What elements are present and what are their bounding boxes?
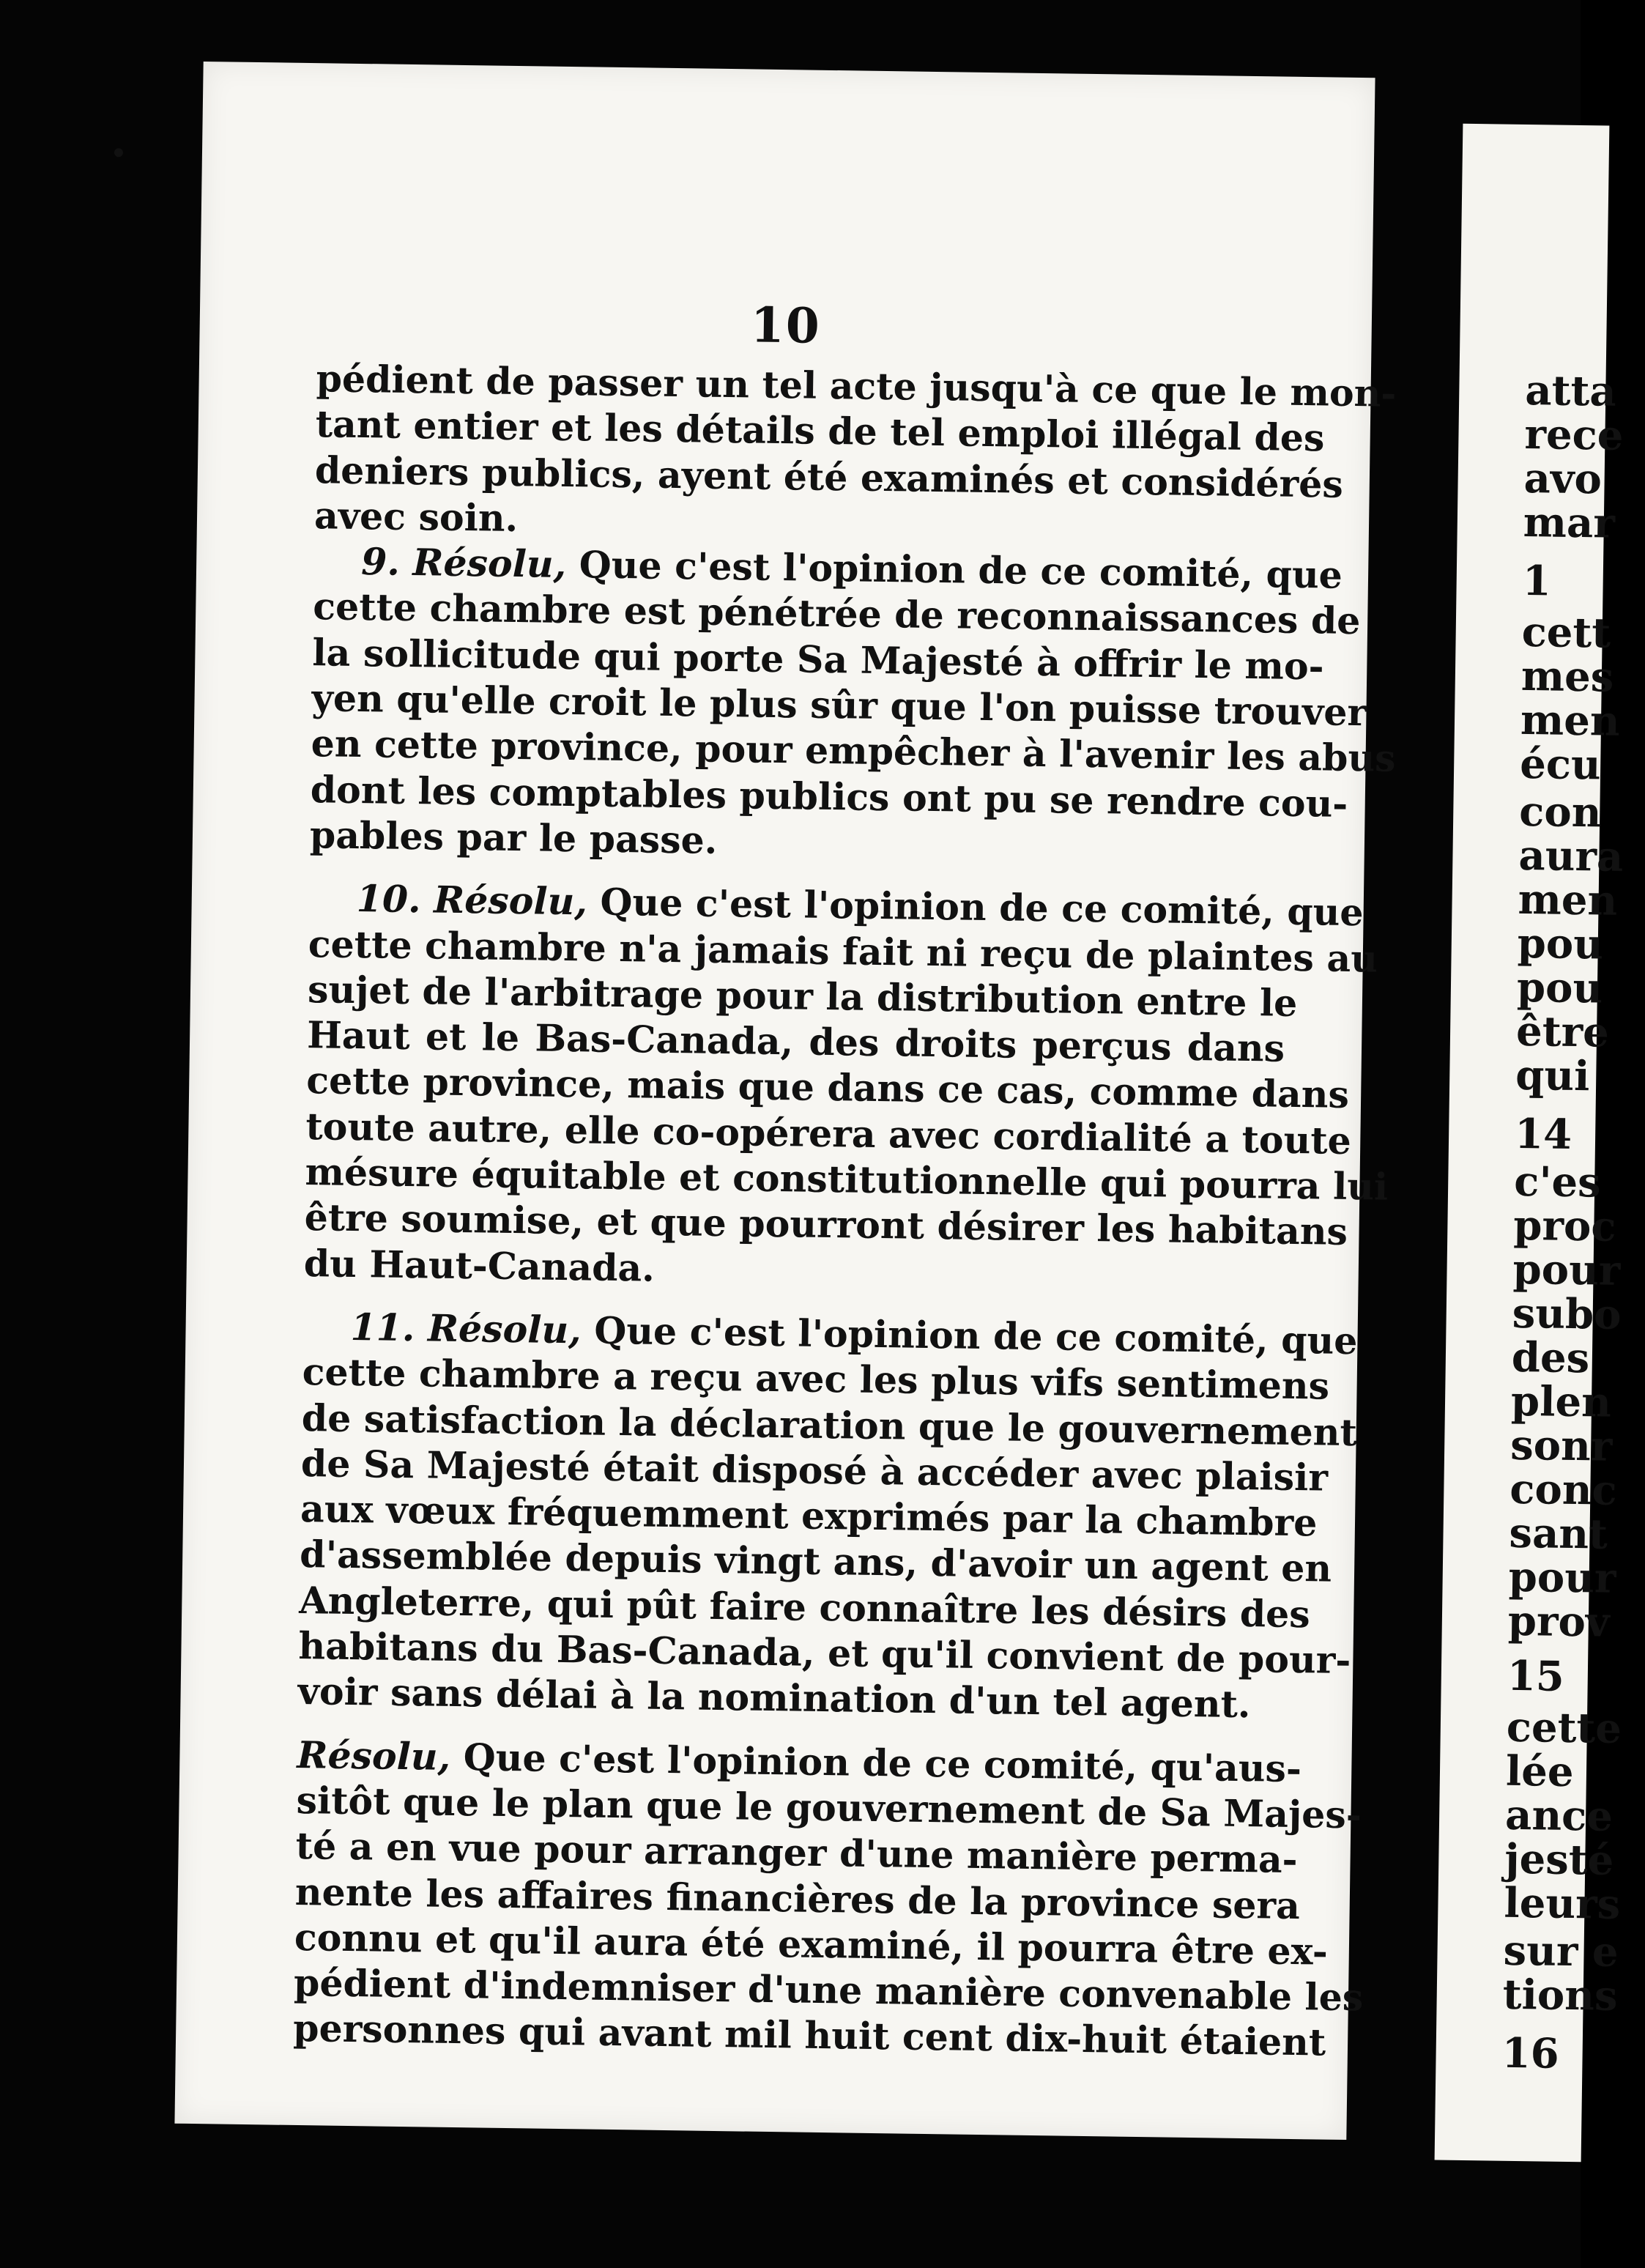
text-line: cette province, mais que dans ce cas, comme dans	[305, 1059, 1350, 1117]
facing-page-fragment: atta	[1524, 366, 1617, 416]
text-line: voir sans délai à la nomination d'un tel agent.	[297, 1670, 1251, 1727]
text-line: personnes qui avant mil huit cent dix-huit étaient	[292, 2006, 1326, 2065]
text-line: mésure équitable et constitutionnelle qui pourra lui	[305, 1150, 1389, 1209]
book-page	[174, 62, 1397, 2140]
facing-page-fragment: sur e	[1503, 1926, 1619, 1976]
facing-page-fragment: être	[1515, 1007, 1610, 1057]
text-line: avec soin.	[313, 494, 519, 540]
facing-page-fragment: pour	[1512, 1245, 1621, 1295]
facing-page	[1435, 124, 1624, 2163]
text-line: du Haut-Canada.	[303, 1241, 656, 1290]
facing-page-fragment: aura	[1518, 831, 1624, 881]
facing-page-fragment: 15	[1507, 1651, 1565, 1701]
text-line: de satisfaction la déclaration que le gouvernement	[301, 1396, 1358, 1454]
text-line: 10. Résolu, Que c'est l'opinion de ce comité, que	[356, 877, 1364, 935]
facing-page-fragment: qui	[1515, 1050, 1590, 1101]
text-line: sitôt que le plan que le gouvernement de Sa Majes-	[296, 1778, 1362, 1837]
facing-page-fragment: prov	[1507, 1596, 1610, 1647]
facing-page-fragment: 16	[1501, 2028, 1560, 2078]
facing-page-fragment: pour	[1508, 1552, 1616, 1603]
text-line: pédient d'indemniser d'une manière convenable les	[293, 1961, 1364, 2020]
text-line: sujet de l'arbitrage pour la distribution entre le	[307, 967, 1298, 1025]
facing-page-fragment: cette	[1506, 1702, 1622, 1753]
page-number: 10	[750, 296, 822, 355]
resolution-9	[309, 538, 1396, 872]
resolution-10	[303, 875, 1389, 1300]
facing-page-fragment: des	[1511, 1333, 1590, 1383]
facing-page-fragment: écu	[1519, 739, 1602, 790]
facing-page-fragment: cett	[1521, 607, 1611, 658]
text-line: Angleterre, qui pût faire connaître les désirs des	[299, 1578, 1311, 1636]
facing-page-fragment: subo	[1512, 1289, 1622, 1339]
text-line: Résolu, Que c'est l'opinion de ce comité, qu'aus-	[297, 1732, 1302, 1790]
resolution-11	[297, 1304, 1358, 1728]
text-line: deniers publics, ayent été examinés et considérés	[314, 448, 1344, 506]
text-line: toute autre, elle co-opérera avec cordialité a toute	[305, 1104, 1352, 1163]
facing-page-fragment: ance	[1504, 1790, 1614, 1841]
text-line: té a en vue pour arranger d'une manière perma-	[295, 1824, 1299, 1882]
resolution-12	[292, 1732, 1364, 2066]
facing-page-fragment: leurs	[1504, 1878, 1621, 1929]
facing-page-fragment: sant	[1509, 1508, 1608, 1559]
text-line: être soumise, et que pourront désirer les habitans	[304, 1196, 1348, 1254]
body-text	[292, 356, 1397, 2065]
facing-page-fragment: con	[1518, 787, 1602, 837]
text-line: yen qu'elle croit le plus sûr que l'on puisse trouver	[311, 676, 1367, 735]
facing-page-fragment: rece	[1524, 410, 1624, 460]
facing-page-fragment: tions	[1502, 1970, 1618, 2020]
ink-speck	[114, 148, 123, 157]
text-line: 11. Résolu, Que c'est l'opinion de ce comité, que	[350, 1305, 1358, 1363]
facing-page-fragment: 14	[1514, 1109, 1572, 1159]
facing-page-fragment: mes	[1520, 651, 1614, 702]
facing-page-fragment: men	[1518, 875, 1618, 925]
text-line: cette chambre n'a jamais fait ni reçu de plaintes au	[308, 922, 1378, 981]
facing-page-fragment: pou	[1516, 963, 1603, 1013]
resolution-lead: 10. Résolu,	[356, 877, 588, 924]
text-line: aux vœux fréquemment exprimés par la chambre	[300, 1487, 1318, 1545]
text-line: pables par le passe.	[309, 813, 718, 862]
paragraph-continuation	[313, 356, 1397, 552]
text-line: dont les comptables publics ont pu se rendre cou-	[310, 767, 1348, 826]
text-line: d'assemblée depuis vingt ans, d'avoir un agent en	[299, 1533, 1332, 1591]
text-line: cette chambre a reçu avec les plus vifs sentimens	[302, 1350, 1330, 1408]
facing-page-fragment: avo	[1523, 453, 1603, 504]
text-line: cette chambre est pénétrée de reconnaissances de	[312, 585, 1361, 643]
facing-page-fragment: mar	[1523, 497, 1616, 548]
text-line: pédient de passer un tel acte jusqu'à ce que le mon-	[316, 357, 1397, 415]
facing-page-fragment: pou	[1517, 919, 1604, 969]
facing-page-fragment: jesté	[1504, 1834, 1614, 1885]
text-line: tant entier et les détails de tel emploi illégal des	[315, 402, 1325, 460]
resolution-lead: Résolu,	[297, 1732, 451, 1779]
text-line: habitans du Bas-Canada, et qu'il convient de pour-	[298, 1624, 1351, 1683]
facing-page-fragment: plen	[1510, 1376, 1612, 1427]
text-line: de Sa Majesté était disposé à accéder avec plaisir	[300, 1441, 1329, 1500]
facing-page-fragment: conc	[1509, 1464, 1618, 1515]
text-line: connu et qu'il aura été examiné, il pourra être ex-	[294, 1915, 1329, 1974]
facing-page-fragment: sonr	[1510, 1420, 1613, 1471]
text-line: nente les affaires financières de la province sera	[294, 1869, 1301, 1927]
facing-page-fragment: lée	[1505, 1746, 1575, 1797]
facing-page-fragment: proc	[1512, 1201, 1616, 1251]
facing-page-fragment: men	[1520, 695, 1621, 746]
facing-page-fragment: c'es	[1513, 1157, 1602, 1207]
resolution-lead: 11. Résolu,	[350, 1305, 582, 1352]
text-line: Haut et le Bas-Canada, des droits perçus dans	[306, 1013, 1285, 1070]
text-line: en cette province, pour empêcher à l'avenir les abus	[311, 722, 1396, 781]
resolution-lead: 9. Résolu,	[360, 540, 567, 587]
text-line: la sollicitude qui porte Sa Majesté à offrir le mo-	[312, 630, 1324, 689]
facing-page-fragment: 1	[1522, 556, 1552, 606]
text-line: 9. Résolu, Que c'est l'opinion de ce comité, que	[360, 540, 1343, 597]
